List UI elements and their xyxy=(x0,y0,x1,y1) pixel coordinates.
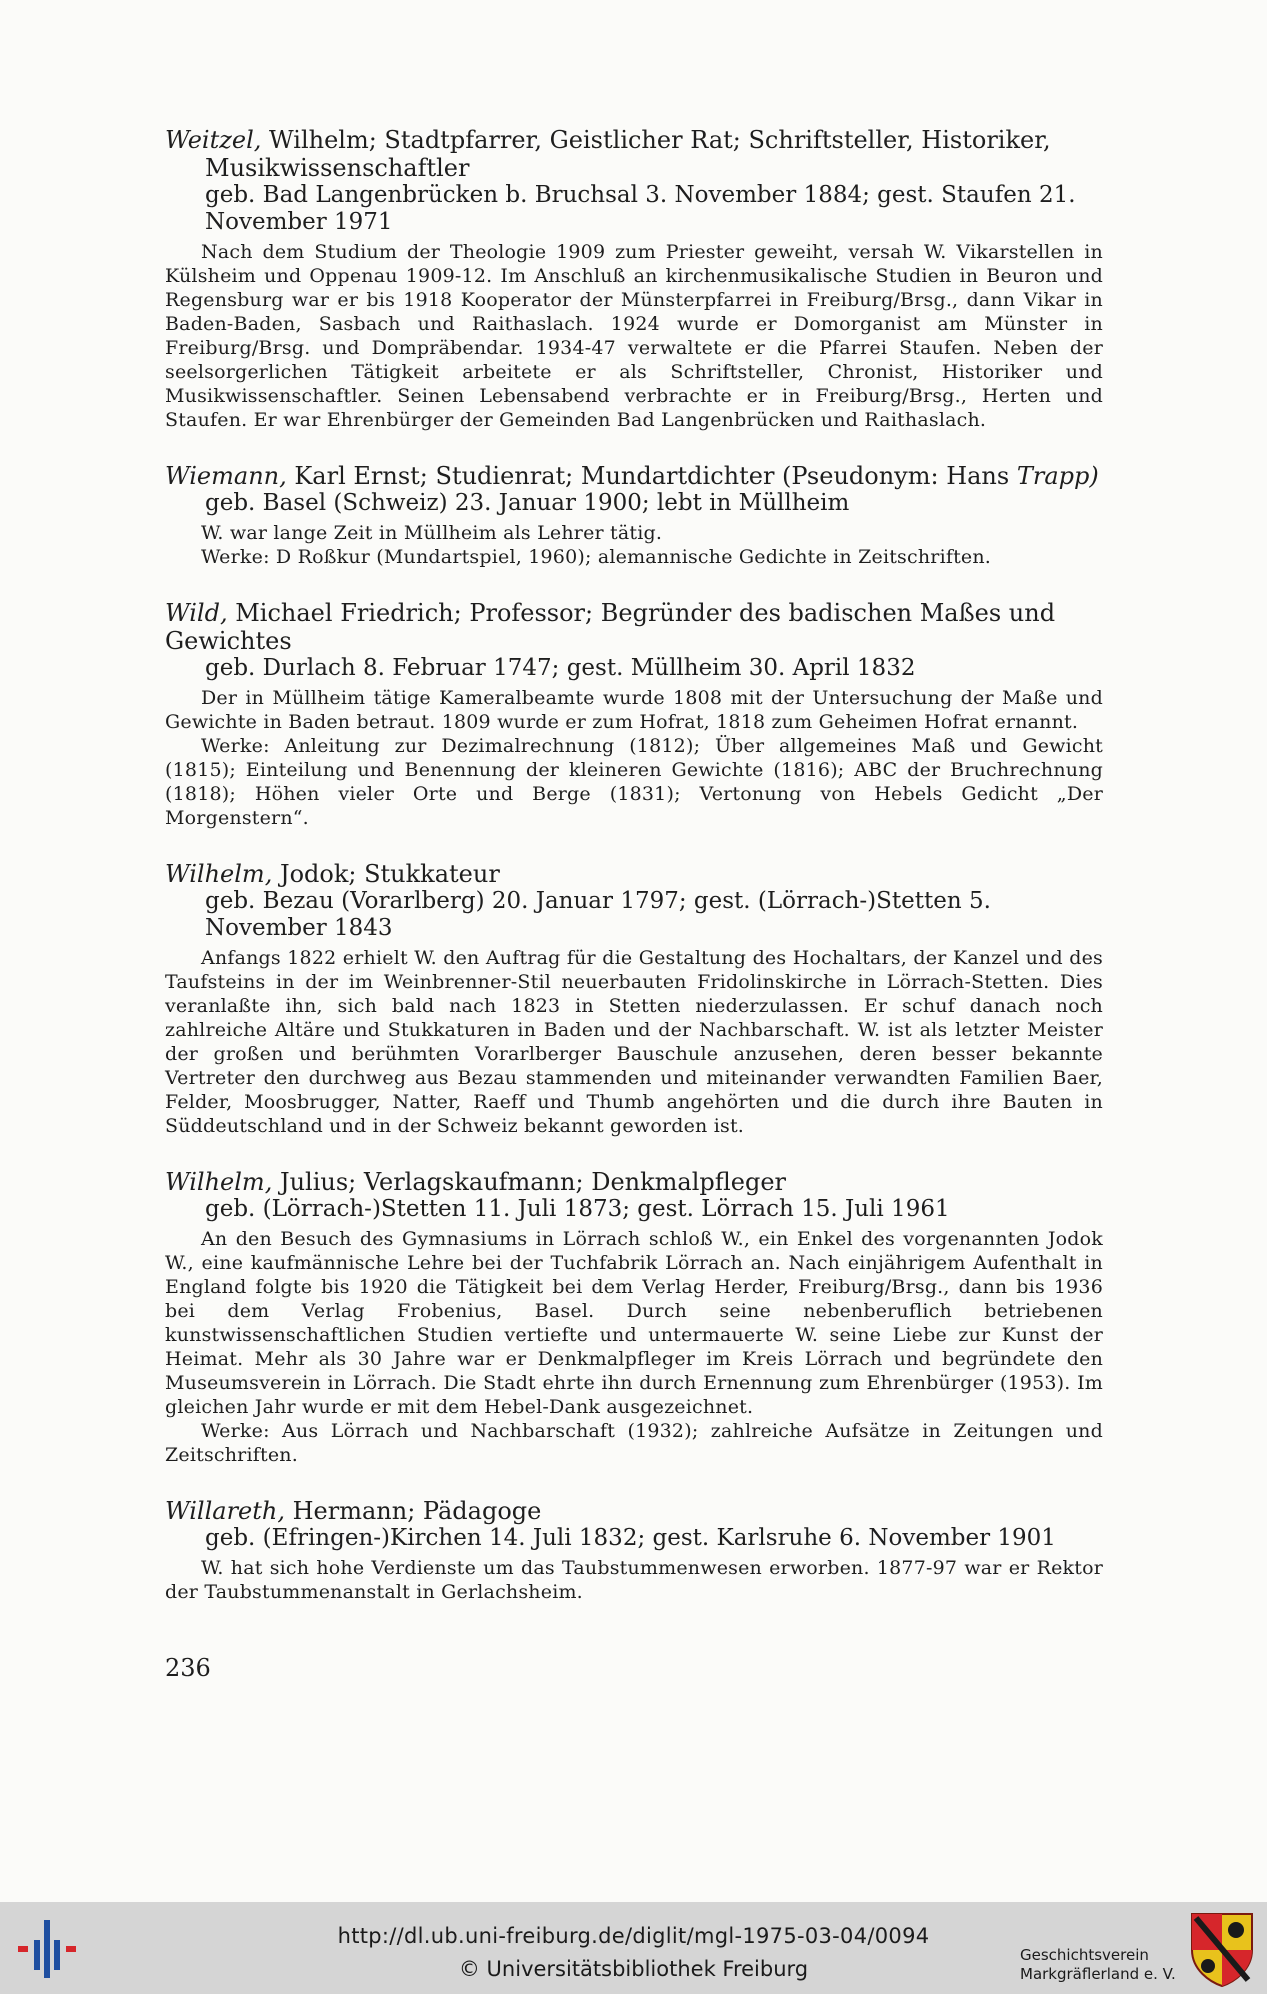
entry-weitzel xyxy=(165,126,1103,432)
entry-dates: geb. Basel (Schweiz) 23. Januar 1900; lebt in Müllheim xyxy=(205,490,850,516)
entry-list xyxy=(165,126,1103,1634)
entry-body: Nach dem Studium der Theologie 1909 zum Priester geweiht, versah W. Vikarstellen in Külsheim und Oppenau 1909-12. Im Anschluß an kirchenmusikalische Studien in Beuron und Regensburg war er bis 1918 Kooperator der Münsterpfarrei in Freiburg/Brsg., dann Vikar in Baden-Baden, Sasbach und Raithaslach. 1924 wurde er Domorganist am Münster in Freiburg/Brsg. und Dompräbendar. 1934-47 verwaltete er die Pfarrei Staufen. Neben der seelsorgerlichen Tätigkeit arbeitete er als Schriftsteller, Chronist, Historiker und Musikwissenschaftler. Seinen Lebensabend verbrachte er in Freiburg/Brsg., Herten und Staufen. Er war Ehrenbürger der Gemeinden Bad Langenbrücken und Raithaslach. xyxy=(165,241,1103,431)
entry-heading xyxy=(165,1168,1103,1196)
entry-heading xyxy=(165,860,1103,888)
entry-willareth xyxy=(165,1497,1103,1604)
entry-surname: Wilhelm, xyxy=(165,1168,273,1196)
entry-surname: Willareth, xyxy=(165,1497,285,1525)
entry-heading-continuation: Musikwissenschaftler xyxy=(205,154,470,182)
entry-body: W. hat sich hohe Verdienste um das Taubstummenwesen erworben. 1877-97 war er Rektor der Taubstummenanstalt in Gerlachsheim. xyxy=(165,1557,1103,1603)
coat-of-arms-icon xyxy=(1188,1910,1256,1988)
entry-dates: geb. Bezau (Vorarlberg) 20. Januar 1797; gest. (Lörrach-)Stetten 5. November 1843 xyxy=(205,888,991,941)
entry-body: An den Besuch des Gymnasiums in Lörrach schloß W., ein Enkel des vorgenannten Jodok W., eine kaufmännische Lehre bei der Tuchfabrik Lörrach an. Nach einjährigem Aufenthalt in England folgte bis 1920 die Tätigkeit bei dem Verlag Herder, Freiburg/Brsg., dann bis 1936 bei dem Verlag Frobenius, Basel. Durch seine nebenberuflich betriebenen kunstwissenschaftlichen Studien vertiefte und untermauerte W. seine Liebe zur Kunst der Heimat. Mehr als 30 Jahre war er Denkmalpfleger im Kreis Lörrach und begründete den Museumsverein in Lörrach. Die Stadt ehrte ihn durch Ernennung zum Ehrenbürger (1953). Im gleichen Jahr wurde er mit dem Hebel-Dank ausgezeichnet. xyxy=(165,1228,1103,1418)
entry-body: Anfangs 1822 erhielt W. den Auftrag für die Gestaltung des Hochaltars, der Kanzel und des Taufsteins in der im Weinbrenner-Stil neuerbauten Fridolinskirche in Lörrach-Stetten. Dies veranlaßte ihn, sich bald nach 1823 in Stetten niederzulassen. Er schuf danach noch zahlreiche Altäre und Stukkaturen in Baden und der Nachbarschaft. W. ist als letzter Meister der großen und berühmten Vorarlberger Bauschule anzusehen, deren besser bekannte Vertreter den durchweg aus Bezau stammenden und miteinander verwandten Familien Baer, Felder, Moosbrugger, Natter, Raeff und Thumb angehörten und die durch ihre Bauten in Süddeutschland und in der Schweiz bekannt geworden ist. xyxy=(165,947,1103,1137)
entry-body: Der in Müllheim tätige Kameralbeamte wurde 1808 mit der Untersuchung der Maße und Gewichte in Baden betraut. 1809 wurde er zum Hofrat, 1818 zum Geheimen Hofrat ernannt. xyxy=(165,687,1103,733)
footer-bar xyxy=(0,1902,1267,1994)
entry-surname: Wild, xyxy=(165,599,228,627)
entry-heading-text: Jodok; Stukkateur xyxy=(272,860,500,888)
entry-heading-text: Michael Friedrich; Professor; Begründer des badischen Maßes und Gewichtes xyxy=(165,599,1056,655)
entry-works: Werke: Aus Lörrach und Nachbarschaft (1932); zahlreiche Aufsätze in Zeitungen und Zeitschriften. xyxy=(165,1420,1103,1466)
entry-pseudonym: Trapp) xyxy=(1016,462,1099,490)
entry-heading-text: Hermann; Pädagoge xyxy=(285,1497,542,1525)
entry-dates: geb. Bad Langenbrücken b. Bruchsal 3. November 1884; gest. Staufen 21. November 1971 xyxy=(205,182,1076,235)
entry-wilhelm-julius xyxy=(165,1168,1103,1467)
entry-heading xyxy=(165,462,1103,490)
entry-wild xyxy=(165,599,1103,830)
entry-heading xyxy=(165,1497,1103,1525)
entry-surname: Wilhelm, xyxy=(165,860,273,888)
footer-url-link[interactable]: http://dl.ub.uni-freiburg.de/diglit/mgl-1975-03-04/0094 xyxy=(337,1924,930,1948)
entry-wilhelm-jodok xyxy=(165,860,1103,1138)
footer-org-line1: Geschichtsverein xyxy=(1020,1946,1149,1964)
entry-heading xyxy=(165,126,1103,182)
page-number: 236 xyxy=(165,1654,211,1682)
footer-org-line2: Markgräflerland e. V. xyxy=(1020,1965,1176,1983)
entry-surname: Weitzel, xyxy=(165,126,262,154)
entry-dates: geb. (Lörrach-)Stetten 11. Juli 1873; gest. Lörrach 15. Juli 1961 xyxy=(205,1196,950,1222)
entry-wiemann xyxy=(165,462,1103,569)
entry-works: Werke: Anleitung zur Dezimalrechnung (1812); Über allgemeines Maß und Gewicht (1815); Einteilung und Benennung der kleineren Gewichte (1816); ABC der Bruchrechnung (1818); Höhen vieler Orte und Berge (1831); Vertonung von Hebels Gedicht „Der Morgenstern“. xyxy=(165,735,1103,829)
entry-heading-text: Wilhelm; Stadtpfarrer, Geistlicher Rat; Schriftsteller, Historiker, xyxy=(261,126,1051,154)
entry-works: Werke: D Roßkur (Mundartspiel, 1960); alemannische Gedichte in Zeitschriften. xyxy=(201,546,992,568)
entry-heading xyxy=(165,599,1103,655)
entry-heading-text: Karl Ernst; Studienrat; Mundartdichter (Pseudonym: Hans xyxy=(286,462,1017,490)
entry-heading-text: Julius; Verlagskaufmann; Denkmalpfleger xyxy=(272,1168,787,1196)
entry-body: W. war lange Zeit in Müllheim als Lehrer tätig. xyxy=(201,522,663,544)
footer-copyright: © Universitätsbibliothek Freiburg xyxy=(458,1957,809,1981)
entry-dates: geb. Durlach 8. Februar 1747; gest. Müllheim 30. April 1832 xyxy=(205,655,916,681)
entry-dates: geb. (Efringen-)Kirchen 14. Juli 1832; gest. Karlsruhe 6. November 1901 xyxy=(205,1525,1056,1551)
footer-organization xyxy=(1020,1946,1180,1984)
entry-surname: Wiemann, xyxy=(165,462,287,490)
